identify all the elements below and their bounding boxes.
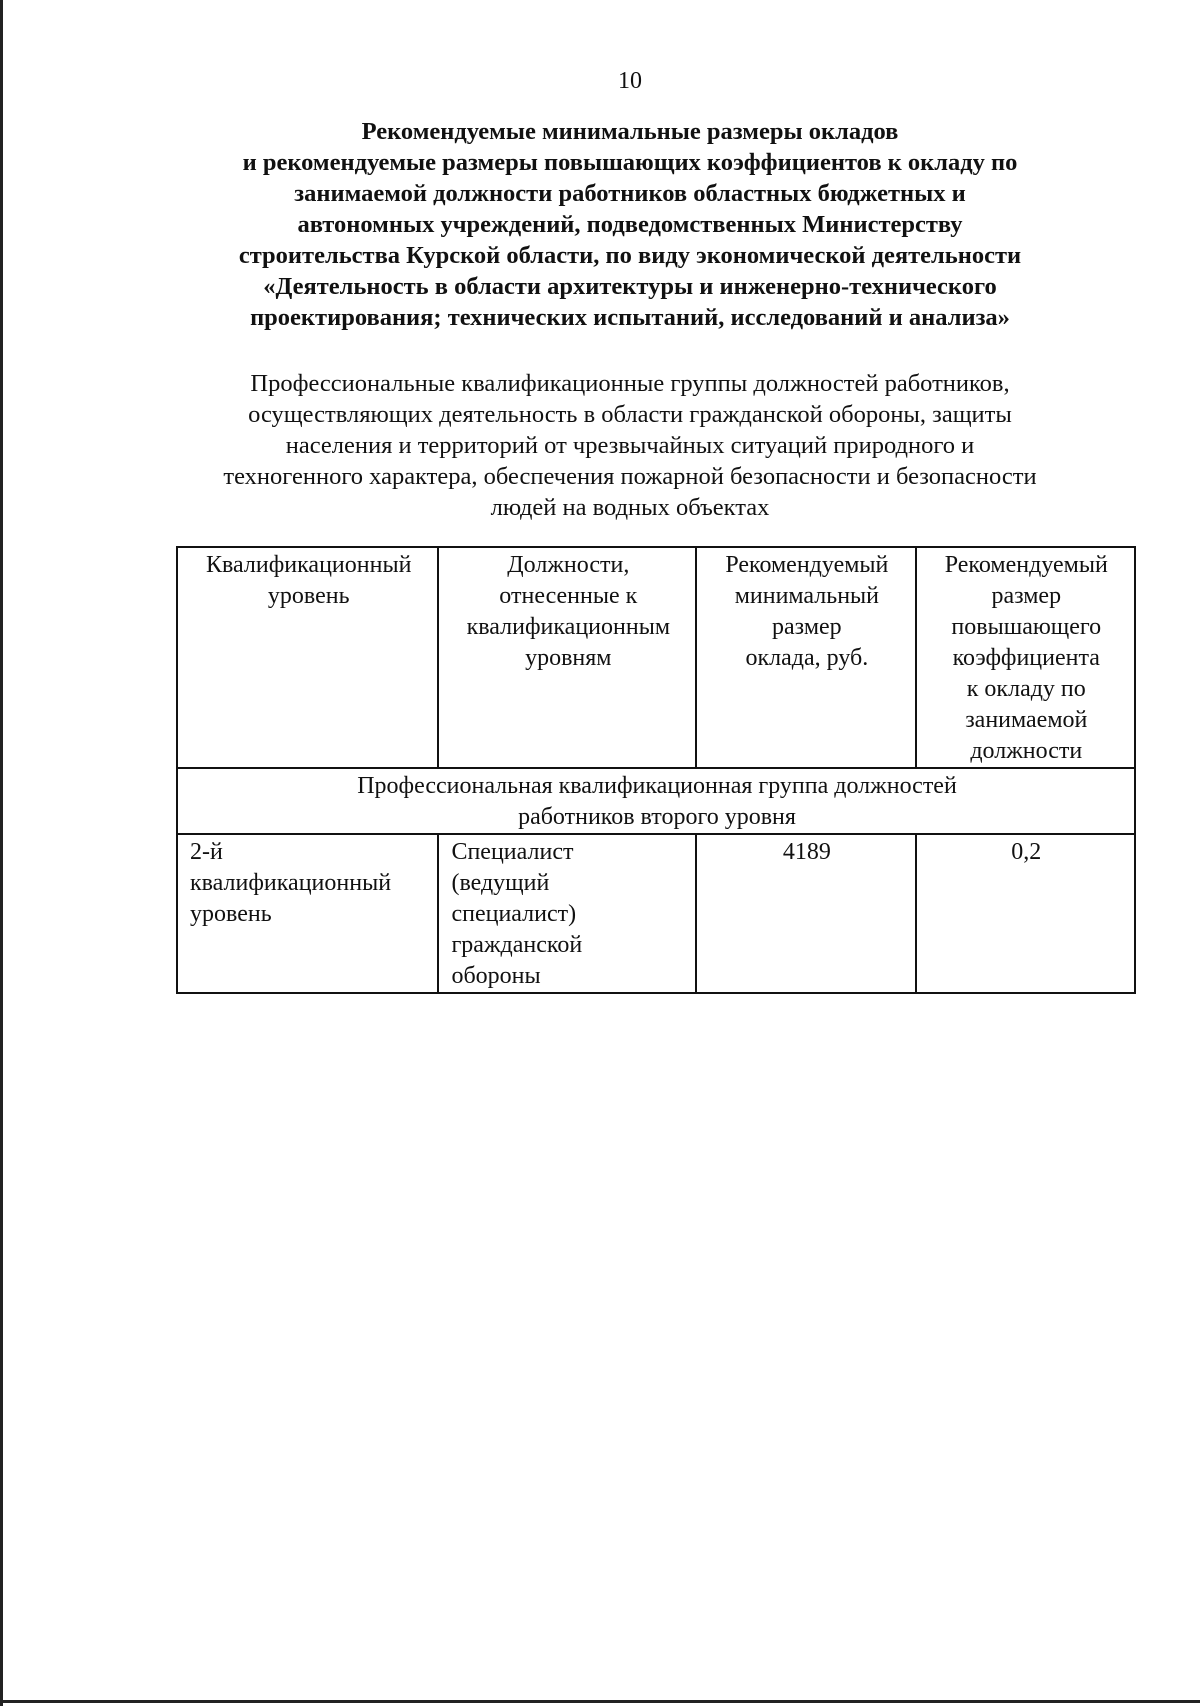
- page-number: 10: [618, 68, 642, 94]
- subheading-line: Профессиональные квалификационные группы должностей работников,: [250, 370, 1010, 397]
- cell-text-line: гражданской: [451, 932, 583, 958]
- scan-edge-bottom: [0, 1700, 1200, 1703]
- group-subheading: [150, 368, 1110, 523]
- heading-line: занимаемой должности работников областных бюджетных и: [294, 180, 966, 207]
- table-header-row: [177, 547, 1135, 768]
- scan-edge-left: [0, 0, 3, 1706]
- subheading-line: техногенного характера, обеспечения пожарной безопасности и безопасности: [223, 463, 1037, 490]
- header-text-line: отнесенные к: [499, 583, 638, 609]
- group-row-line: работников второго уровня: [518, 804, 796, 830]
- group-row-line: Профессиональная квалификационная группа должностей: [357, 773, 957, 799]
- header-text-line: минимальный: [734, 583, 880, 609]
- cell-text-line: 2-й: [190, 839, 223, 865]
- cell-text-line: квалификационный: [190, 870, 392, 896]
- header-text-line: Рекомендуемый: [725, 552, 889, 578]
- subheading-line: осуществляющих деятельность в области гражданской обороны, защиты: [248, 401, 1012, 428]
- header-text-line: должности: [970, 738, 1083, 764]
- table-group-row: [177, 768, 1135, 834]
- header-min-salary: [696, 547, 915, 768]
- cell-text-line: обороны: [451, 963, 541, 989]
- header-text-line: коэффициента: [952, 645, 1100, 671]
- cell-position: [438, 834, 696, 993]
- header-text-line: размер: [991, 583, 1062, 609]
- cell-level: [177, 834, 438, 993]
- heading-line: Рекомендуемые минимальные размеры окладов: [361, 118, 899, 145]
- header-text-line: уровням: [525, 645, 612, 671]
- group-row-cell: [177, 768, 1135, 834]
- cell-text-line: уровень: [190, 901, 272, 927]
- header-text-line: к окладу по: [966, 676, 1086, 702]
- cell-text-line: Специалист: [451, 839, 574, 865]
- header-text-line: Должности,: [507, 552, 630, 578]
- heading-line: строительства Курской области, по виду экономической деятельности: [238, 242, 1022, 269]
- cell-text-line: (ведущий: [451, 870, 550, 896]
- header-text-line: оклада, руб.: [745, 645, 869, 671]
- header-text-line: повышающего: [951, 614, 1102, 640]
- heading-line: проектирования; технических испытаний, исследований и анализа»: [250, 304, 1010, 331]
- header-text-line: уровень: [267, 583, 350, 609]
- header-text-line: занимаемой: [965, 707, 1088, 733]
- heading-line: «Деятельность в области архитектуры и инженерно-технического: [263, 273, 997, 300]
- cell-coefficient: 0,2: [916, 834, 1135, 993]
- header-text-line: размер: [772, 614, 842, 640]
- header-text-line: квалификационным: [466, 614, 670, 640]
- table-row: [177, 834, 1135, 993]
- header-text-line: Рекомендуемый: [944, 552, 1108, 578]
- cell-text-line: специалист): [451, 901, 577, 927]
- cell-salary: 4189: [696, 834, 915, 993]
- document-heading: [150, 116, 1110, 333]
- header-qualification-level: [177, 547, 438, 768]
- header-coefficient: [916, 547, 1135, 768]
- heading-line: автономных учреждений, подведомственных Министерству: [297, 211, 963, 238]
- salary-table: [176, 546, 1136, 994]
- heading-line: и рекомендуемые размеры повышающих коэффициентов к окладу по: [242, 149, 1018, 176]
- header-text-line: Квалификационный: [206, 552, 412, 578]
- subheading-line: людей на водных объектах: [490, 494, 770, 521]
- subheading-line: населения и территорий от чрезвычайных ситуаций природного и: [285, 432, 975, 459]
- header-positions: [438, 547, 696, 768]
